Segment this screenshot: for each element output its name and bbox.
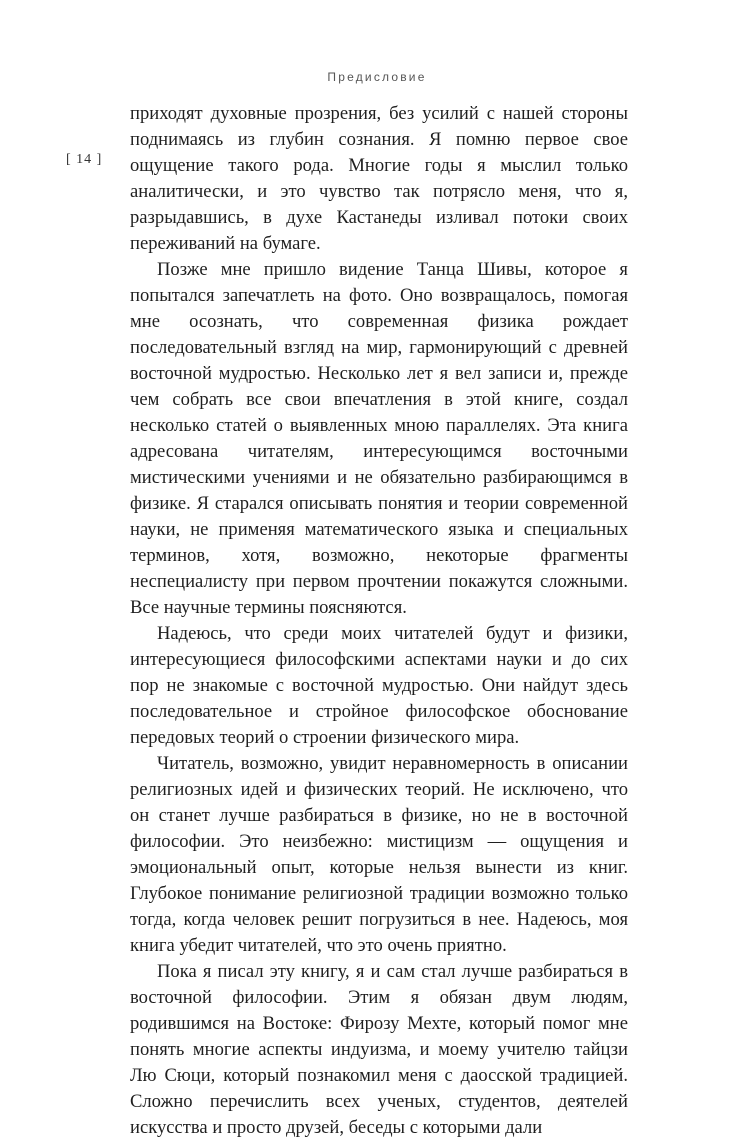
paragraph-2: Позже мне пришло видение Танца Шивы, которое я попытался запечатлеть на фото. Оно возвращалось, помогая мне осознать, что современная физика рождает последовательный взгляд на мир, гармонирующий с древней восточной мудростью. Несколько лет я вел записи и, прежде чем собрать все свои впечатления в этой книге, создал несколько статей о выявленных мною параллелях. Эта книга адресована читателям, интересующимся восточными мистическими учениями и не обязательно разбирающимся в физике. Я старался описывать понятия и теории современной науки, не применяя математического языка и специальных терминов, хотя, возможно, некоторые фрагменты неспециалисту при первом прочтении покажутся сложными. Все научные термины поясняются. bbox=[130, 259, 628, 618]
running-head-title: Предисловие bbox=[327, 70, 427, 84]
body-text bbox=[130, 101, 628, 1141]
paragraph-4: Читатель, возможно, увидит неравномерность в описании религиозных идей и физических теорий. Не исключено, что он станет лучше разбираться в физике, но не в восточной философии. Это неизбежно: мистицизм — ощущения и эмоциональный опыт, которые нельзя вынести из книг. Глубокое понимание религиозной традиции возможно только тогда, когда человек решит погрузиться в нее. Надеюсь, моя книга убедит читателей, что это очень приятно. bbox=[130, 753, 628, 956]
paragraph-1: приходят духовные прозрения, без усилий с нашей стороны поднимаясь из глубин сознания. Я помню первое свое ощущение такого рода. Многие годы я мыслил только аналитически, и это чувство так потрясло меня, что я, разрыдавшись, в духе Кастанеды изливал потоки своих переживаний на бумаге. bbox=[130, 103, 628, 254]
paragraph-5: Пока я писал эту книгу, я и сам стал лучше разбираться в восточной философии. Этим я обязан двум людям, родившимся на Востоке: Фирозу Мехте, который помог мне понять многие аспекты индуизма, и моему учителю тайцзи Лю Сюци, который познакомил меня с даосской традицией. Сложно перечислить всех ученых, студентов, деятелей искусства и просто друзей, беседы с которыми дали bbox=[130, 961, 628, 1138]
page-number: [ 14 ] bbox=[66, 152, 103, 167]
paragraph-3: Надеюсь, что среди моих читателей будут и физики, интересующиеся философскими аспектами науки и до сих пор не знакомые с восточной мудростью. Они найдут здесь последовательное и стройное философское обоснование передовых теорий о строении физического мира. bbox=[130, 623, 628, 748]
